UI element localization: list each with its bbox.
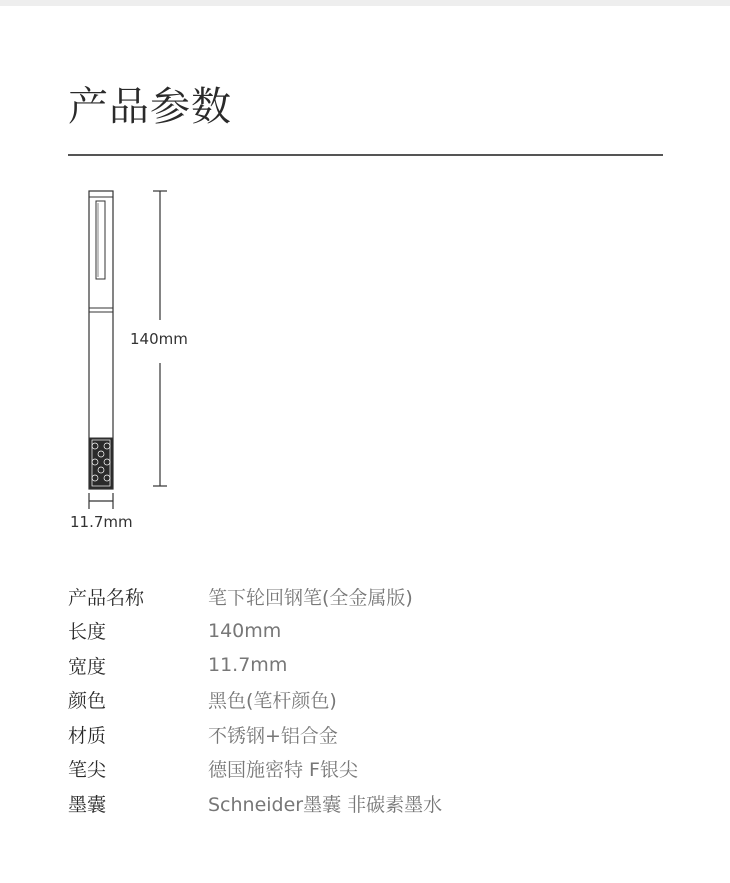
spec-row-length xyxy=(68,614,668,649)
spec-label: 宽度 xyxy=(68,655,107,678)
width-dimension-line xyxy=(89,493,113,509)
spec-row-ink xyxy=(68,786,668,821)
spec-label: 材质 xyxy=(68,724,107,747)
pen-illustration xyxy=(60,180,260,540)
title-divider xyxy=(68,154,663,156)
spec-label: 产品名称 xyxy=(68,586,145,609)
spec-value: Schneider墨囊 非碳素墨水 xyxy=(208,793,443,816)
pen-dimension-diagram xyxy=(60,180,260,540)
spec-label: 长度 xyxy=(68,621,107,644)
width-dimension-label: 11.7mm xyxy=(70,513,133,531)
spec-value: 140mm xyxy=(208,619,282,642)
spec-label: 墨囊 xyxy=(68,793,107,816)
spec-row-color xyxy=(68,683,668,718)
page-title: 产品参数 xyxy=(68,84,232,130)
spec-row-material xyxy=(68,717,668,752)
spec-row-nib xyxy=(68,752,668,787)
spec-label: 颜色 xyxy=(68,690,107,713)
spec-row-product-name xyxy=(68,579,668,614)
spec-value: 黑色(笔杆颜色) xyxy=(208,690,337,713)
spec-label: 笔尖 xyxy=(68,759,107,782)
spec-value: 不锈钢+铝合金 xyxy=(208,724,338,747)
spec-value: 11.7mm xyxy=(208,654,288,677)
spec-value: 德国施密特 F银尖 xyxy=(208,759,358,782)
top-strip xyxy=(0,0,730,6)
length-dimension-label: 140mm xyxy=(130,330,188,348)
pen-grip-pattern xyxy=(89,438,113,489)
spec-row-width xyxy=(68,648,668,683)
pen-clip xyxy=(96,201,105,279)
spec-table xyxy=(68,579,668,821)
spec-value: 笔下轮回钢笔(全金属版) xyxy=(208,586,413,609)
